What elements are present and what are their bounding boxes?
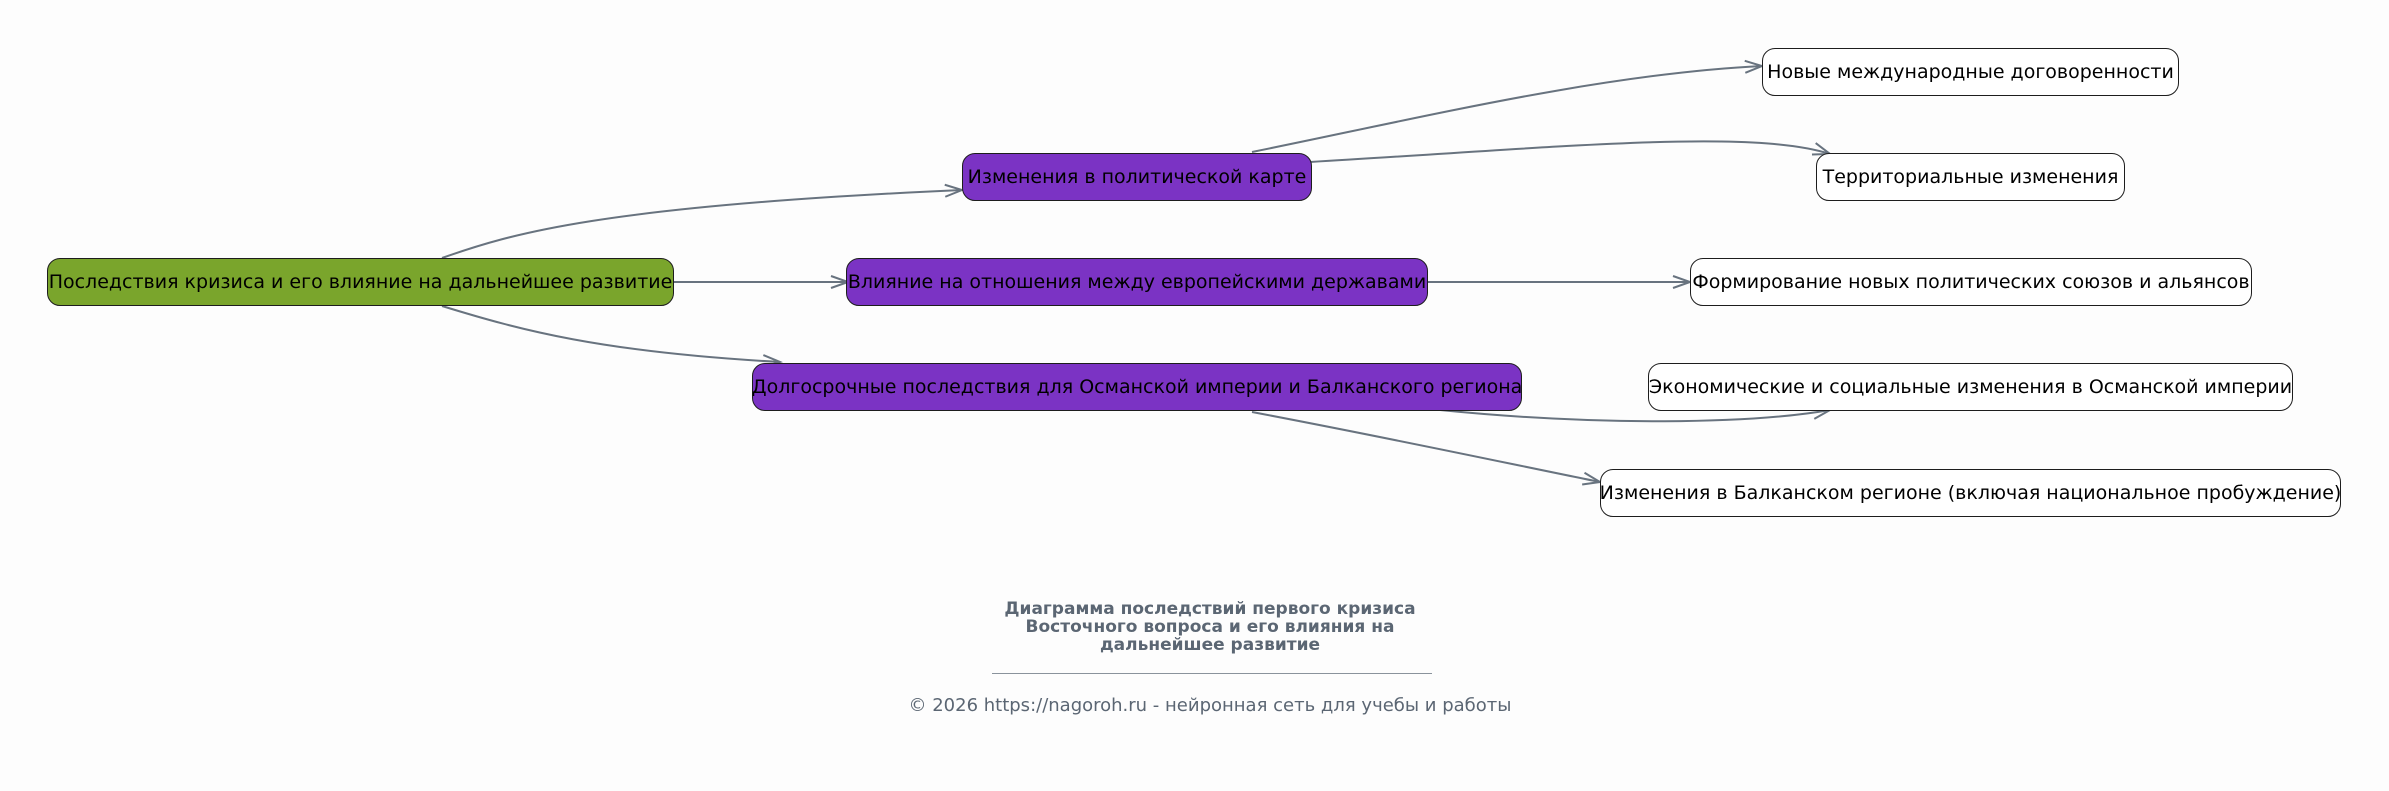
connector-political-map-to-agreements (1252, 66, 1762, 152)
leaf-node-ottoman-economic-social (1648, 363, 2293, 411)
diagram-title-line-1: Диаграмма последствий первого кризиса (1004, 599, 1416, 619)
leaf-node-territorial-changes-label: Территориальные изменения (1822, 166, 2119, 188)
root-node-label: Последствия кризиса и его влияние на дальнейшее развитие (48, 271, 673, 293)
diagram-title-line-3: дальнейшее развитие (1099, 635, 1321, 655)
caption-divider (992, 673, 1432, 674)
leaf-node-balkan-changes (1600, 469, 2341, 517)
connector-root-to-political-map (442, 190, 962, 258)
leaf-node-international-agreements (1762, 48, 2179, 96)
copyright-text: © 2026 https://nagoroh.ru - нейронная сеть для учебы и работы (908, 695, 1512, 716)
leaf-node-new-alliances (1690, 258, 2252, 306)
diagram-title (980, 600, 1440, 654)
leaf-node-new-alliances-label: Формирование новых политических союзов и альянсов (1692, 271, 2250, 293)
leaf-node-international-agreements-label: Новые международные договоренности (1767, 61, 2174, 83)
branch-node-political-map-label: Изменения в политической карте (967, 166, 1307, 188)
connector-political-map-to-territorial (1310, 141, 1830, 162)
connector-ottoman-to-economic (1440, 410, 1830, 421)
branch-node-political-map (962, 153, 1312, 201)
branch-node-ottoman-consequences-label: Долгосрочные последствия для Османской империи и Балканского региона (751, 376, 1523, 398)
root-node (47, 258, 674, 306)
leaf-node-balkan-changes-label: Изменения в Балканском регионе (включая национальное пробуждение) (1599, 482, 2342, 504)
branch-node-european-relations (846, 258, 1428, 306)
connector-root-to-ottoman-consequences (442, 306, 780, 362)
leaf-node-territorial-changes (1816, 153, 2125, 201)
connector-ottoman-to-balkans (1252, 412, 1600, 482)
branch-node-european-relations-label: Влияние на отношения между европейскими державами (847, 271, 1427, 293)
branch-node-ottoman-consequences (752, 363, 1522, 411)
leaf-node-ottoman-economic-social-label: Экономические и социальные изменения в Османской империи (1648, 376, 2293, 398)
diagram-title-line-2: Восточного вопроса и его влияния на (1025, 617, 1395, 637)
